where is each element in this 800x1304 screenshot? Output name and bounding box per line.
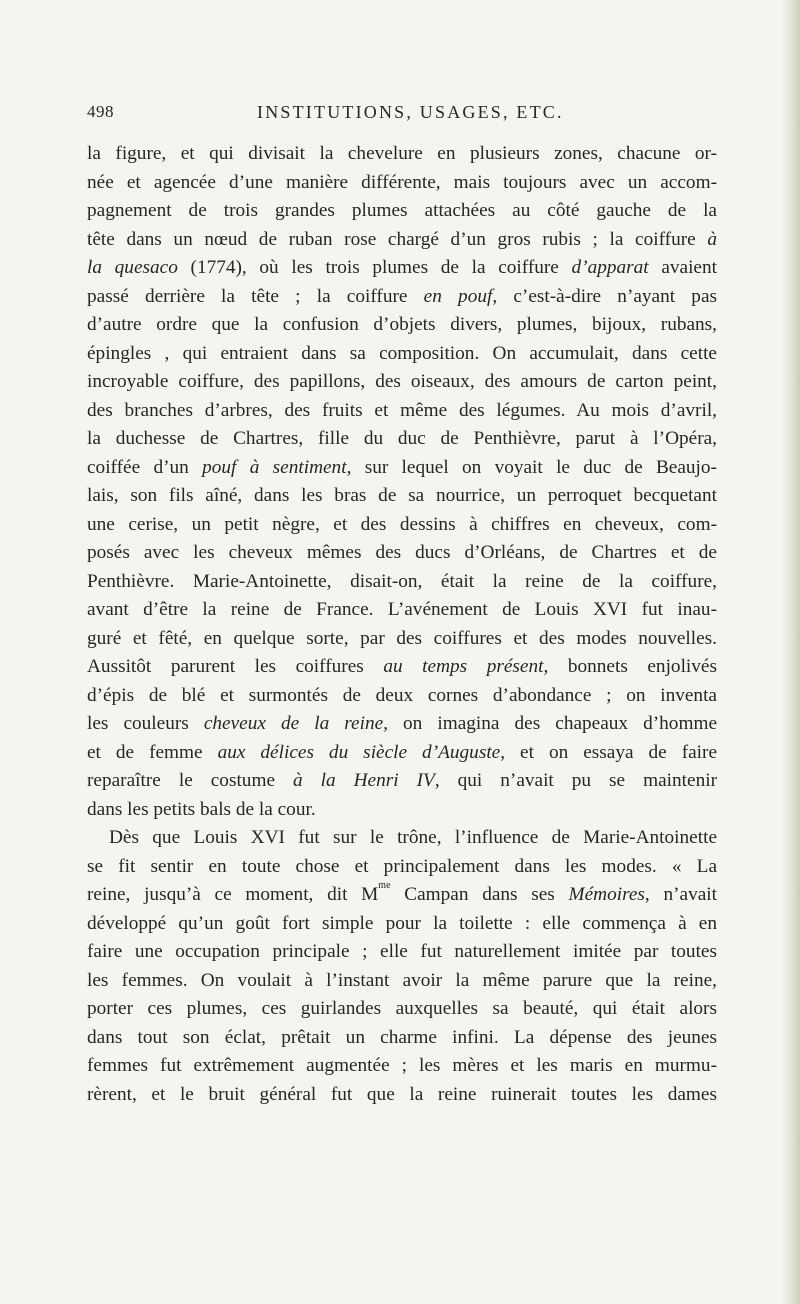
text-line xyxy=(87,596,717,625)
text-run: pagnement de trois grandes plumes attachées au côté gauche de la xyxy=(87,200,717,221)
text-run: les couleurs xyxy=(87,713,204,734)
italic-phrase: en pouf xyxy=(423,285,493,307)
text-run: tête dans un nœud de ruban rose chargé d’un gros rubis ; la coiffure xyxy=(87,228,708,250)
text-run: dans les petits bals de la cour. xyxy=(87,798,316,820)
text-run: Aussitôt parurent les coiffures xyxy=(87,656,384,677)
text-line xyxy=(87,682,717,711)
text-line xyxy=(87,454,717,483)
text-run: et de femme xyxy=(87,741,218,763)
text-run: , bonnets enjolivés xyxy=(543,656,717,677)
italic-phrase: la quesaco xyxy=(87,257,178,278)
text-line xyxy=(87,368,717,397)
italic-phrase: à la Henri IV xyxy=(293,770,435,791)
text-line xyxy=(87,311,717,340)
body-text xyxy=(87,140,717,1109)
text-run: rèrent, et le bruit général fut que la reine ruinerait toutes les dames xyxy=(87,1083,717,1105)
italic-phrase: cheveux de la reine, xyxy=(203,713,388,734)
text-run: la figure, et qui divisait la chevelure en plusieurs zones, chacune or- xyxy=(87,143,717,164)
text-run: , c’est-à-dire n’ayant pas xyxy=(492,285,718,307)
text-line xyxy=(87,425,717,454)
text-run: avaient xyxy=(648,257,717,278)
text-run: on imagina des chapeaux d’homme xyxy=(387,713,718,734)
text-run: des branches d’arbres, des fruits et même des légumes. Au mois d’avril, xyxy=(87,399,717,421)
text-line xyxy=(87,995,717,1024)
text-run: épingles , qui entraient dans sa composition. On accumulait, dans cette xyxy=(87,342,717,364)
running-title: INSTITUTIONS, USAGES, ETC. xyxy=(257,102,564,122)
text-run: , et on essaya de faire xyxy=(500,741,718,763)
text-run: avant d’être la reine de France. L’avénement de Louis XVI fut inau- xyxy=(87,599,717,620)
italic-phrase: Mémoires xyxy=(568,884,645,905)
text-run: une cerise, un petit nègre, et des dessins à chiffres en cheveux, com- xyxy=(87,513,717,535)
text-line xyxy=(87,511,717,540)
text-line xyxy=(87,568,717,597)
text-line xyxy=(87,881,717,910)
text-run: , sur lequel on voyait le duc de Beaujo- xyxy=(346,456,717,478)
text-run: passé derrière la tête ; la coiffure xyxy=(87,285,424,307)
text-line xyxy=(87,625,717,654)
text-line xyxy=(87,397,717,426)
text-run: dans tout son éclat, prêtait un charme infini. La dépense des jeunes xyxy=(87,1026,717,1048)
text-run: développé qu’un goût fort simple pour la toilette : elle commença à en xyxy=(87,912,717,934)
italic-phrase: d’apparat xyxy=(571,257,649,278)
text-line xyxy=(87,796,717,825)
page-edge-shadow xyxy=(782,0,800,1304)
text-run: née et agencée d’une manière différente, mais toujours avec un accom- xyxy=(87,171,717,193)
text-line xyxy=(87,653,717,682)
text-line xyxy=(87,254,717,283)
text-line xyxy=(87,967,717,996)
text-line xyxy=(87,1081,717,1110)
text-line xyxy=(87,767,717,796)
page-number: 498 xyxy=(87,102,114,121)
text-line xyxy=(87,140,717,169)
text-run: femmes fut extrêmement augmentée ; les mères et les maris en murmu- xyxy=(87,1055,717,1076)
text-line xyxy=(87,710,717,739)
text-run: porter ces plumes, ces guirlandes auxquelles sa beauté, qui était alors xyxy=(87,998,717,1019)
italic-phrase: au temps présent xyxy=(383,656,544,677)
text-run: coiffée d’un xyxy=(87,456,203,478)
italic-phrase: aux délices du siècle d’Auguste xyxy=(217,741,501,763)
text-run: , qui n’avait pu se maintenir xyxy=(434,770,717,791)
text-line xyxy=(87,340,717,369)
text-line xyxy=(87,938,717,967)
text-run: Penthièvre. Marie-Antoinette, disait-on, était la reine de la coiffure, xyxy=(87,570,717,592)
text-run: lais, son fils aîné, dans les bras de sa nourrice, un perroquet becquetant xyxy=(87,485,717,506)
text-line xyxy=(87,853,717,882)
text-run: Dès que Louis XVI fut sur le trône, l’influence de Marie-Antoinette xyxy=(109,827,717,848)
text-run: d’autre ordre que la confusion d’objets divers, plumes, bijoux, rubans, xyxy=(87,314,717,335)
text-line xyxy=(87,1052,717,1081)
text-run: guré et fêté, en quelque sorte, par des coiffures et des modes nouvelles. xyxy=(87,627,717,649)
running-head xyxy=(0,102,800,126)
text-run: Campan dans ses xyxy=(390,884,569,905)
text-run: , n’avait xyxy=(644,884,717,905)
text-line xyxy=(87,739,717,768)
text-run: faire une occupation principale ; elle fut naturellement imitée par toutes xyxy=(87,941,717,962)
text-run: incroyable coiffure, des papillons, des oiseaux, des amours de carton peint, xyxy=(87,371,717,392)
text-line xyxy=(87,482,717,511)
text-line xyxy=(87,824,717,853)
text-run: d’épis de blé et surmontés de deux cornes d’abondance ; on inventa xyxy=(87,684,717,706)
italic-phrase: à xyxy=(707,228,717,250)
text-run: les femmes. On voulait à l’instant avoir la même parure que la reine, xyxy=(87,969,717,991)
text-line xyxy=(87,539,717,568)
text-run: (1774), où les trois plumes de la coiffure xyxy=(177,257,572,278)
text-run: se fit sentir en toute chose et principalement dans les modes. « La xyxy=(87,855,717,877)
italic-phrase: pouf à sentiment xyxy=(202,456,347,478)
text-run: la duchesse de Chartres, fille du duc de Penthièvre, parut à l’Opéra, xyxy=(87,428,717,449)
text-line xyxy=(87,169,717,198)
text-run: reparaître le costume xyxy=(87,770,293,791)
text-run: posés avec les cheveux mêmes des ducs d’Orléans, de Chartres et de xyxy=(87,542,717,563)
text-line xyxy=(87,1024,717,1053)
text-line xyxy=(87,197,717,226)
text-line xyxy=(87,910,717,939)
text-line xyxy=(87,226,717,255)
text-line xyxy=(87,283,717,312)
text-run: reine, jusqu’à ce moment, dit M xyxy=(87,884,379,905)
superscript: me xyxy=(378,880,391,891)
